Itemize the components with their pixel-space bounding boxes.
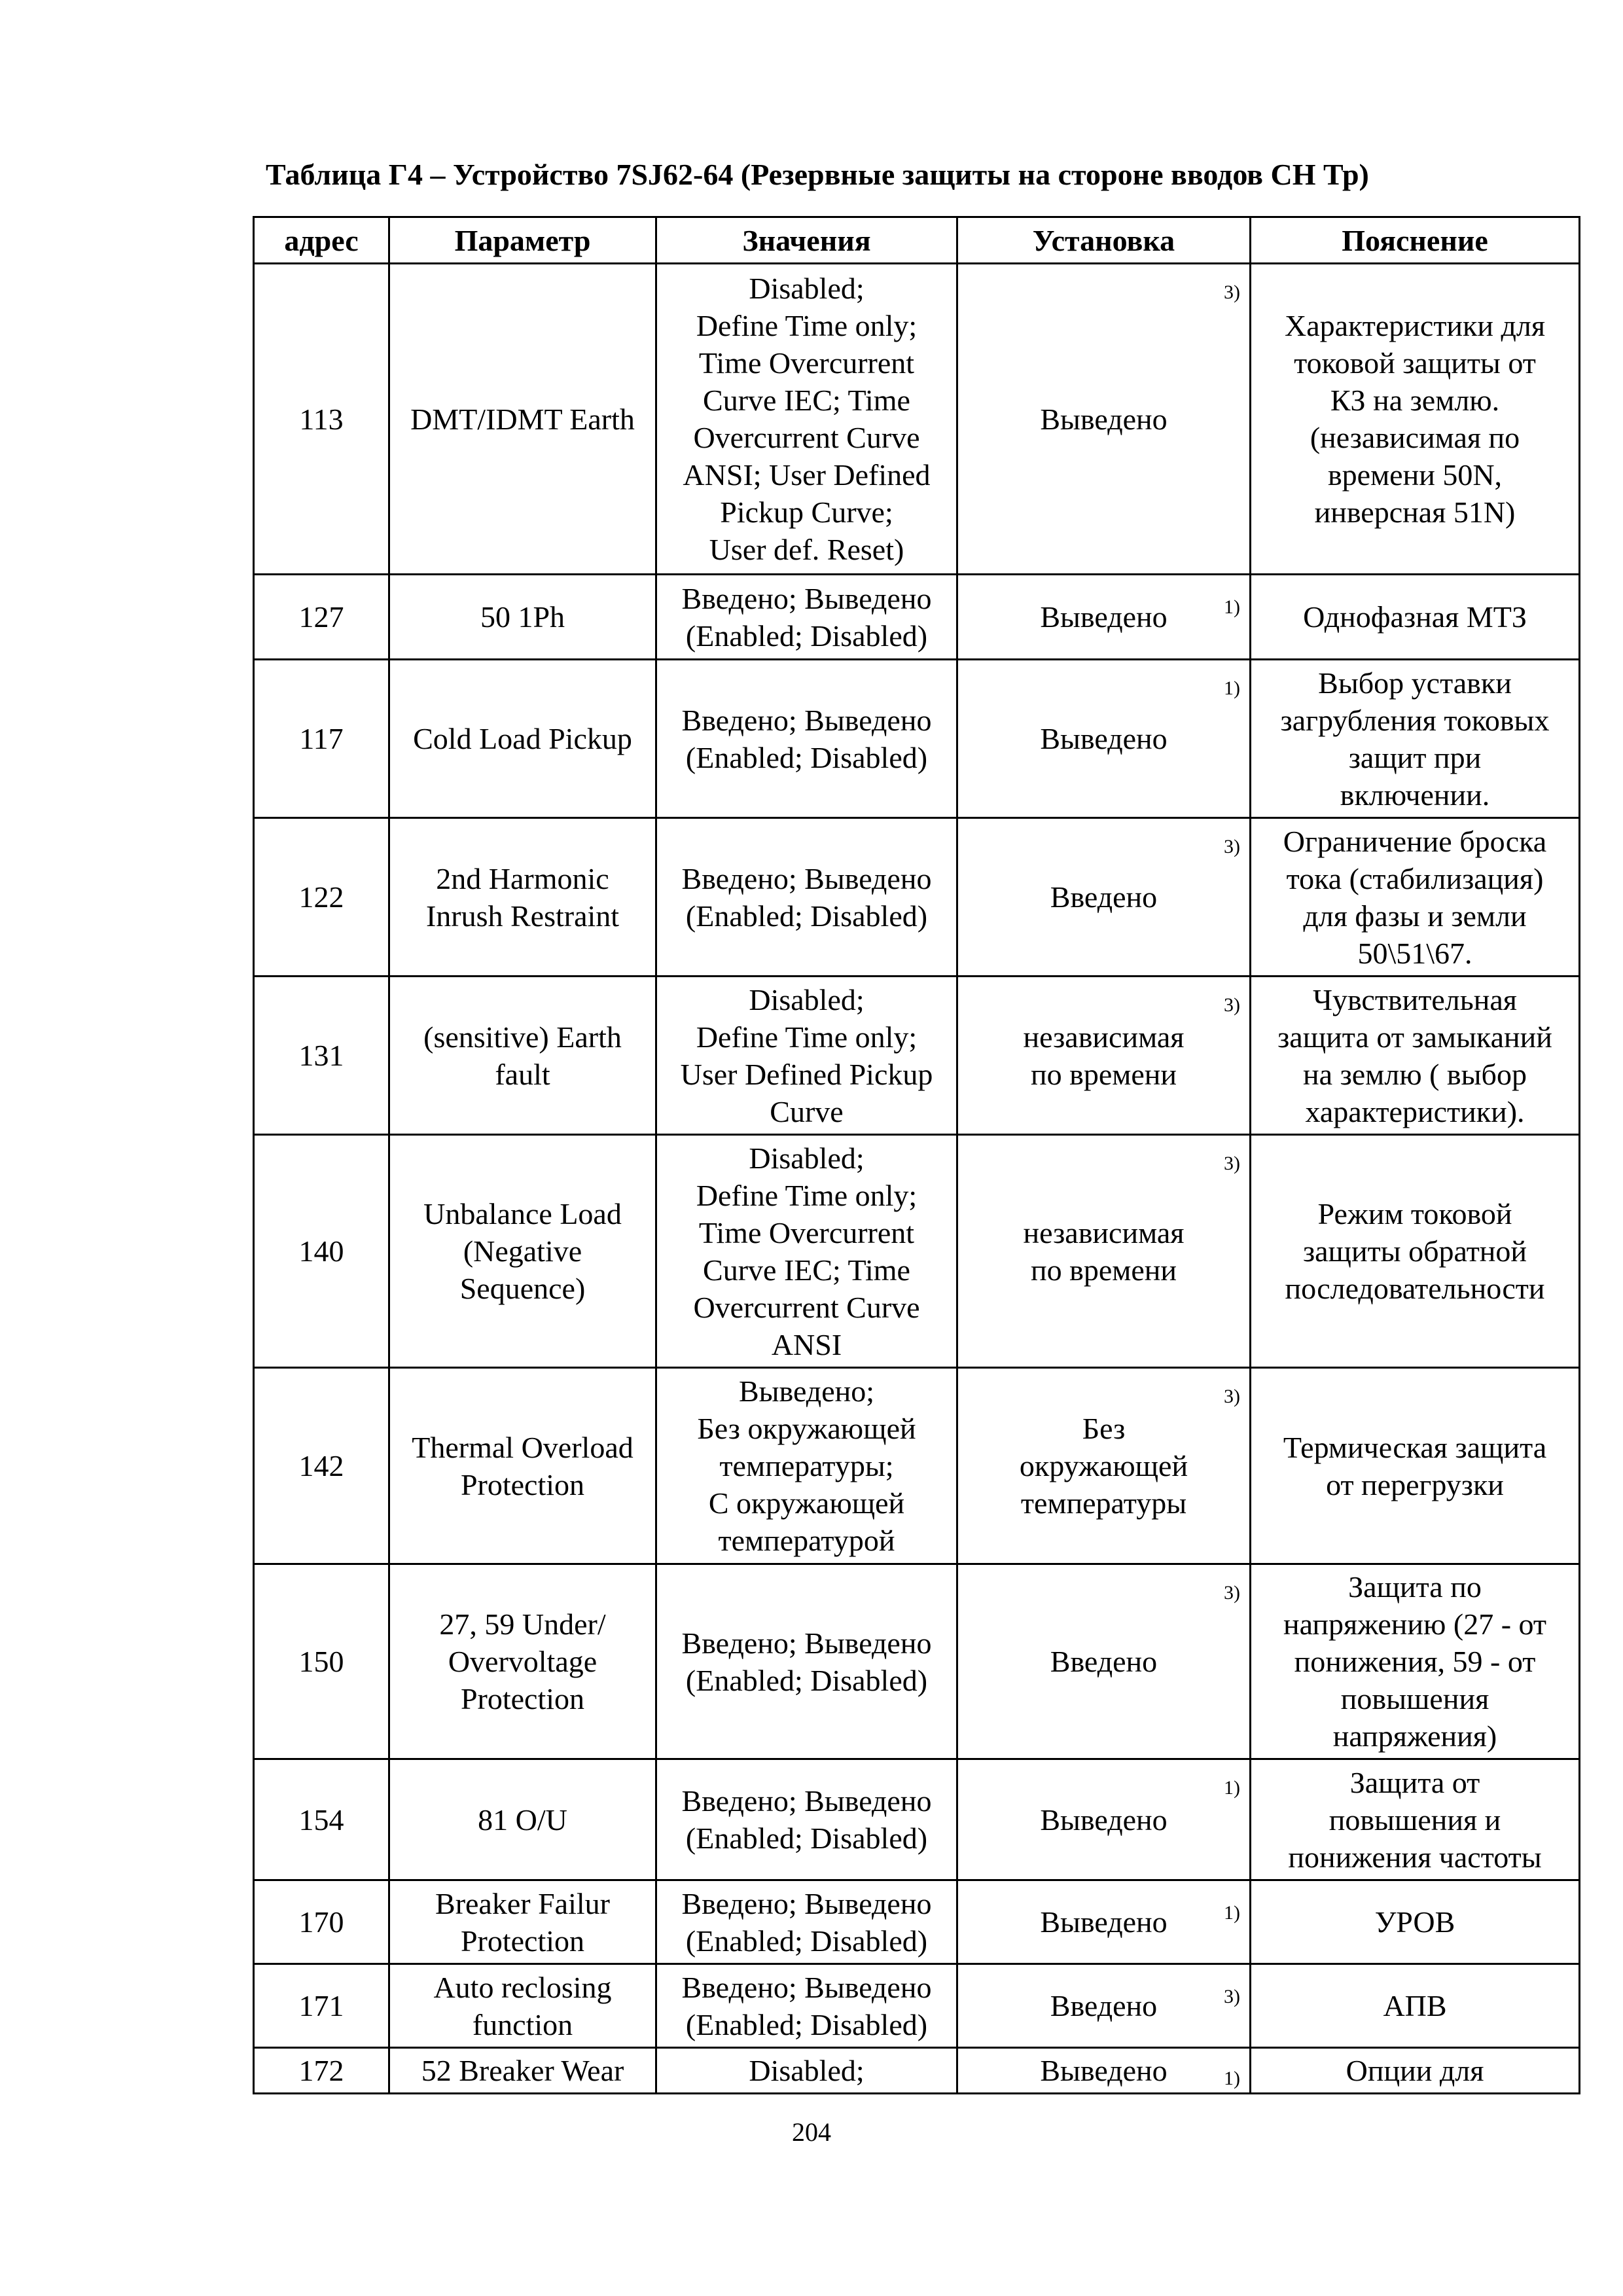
cell-values: Введено; Выведено (Enabled; Disabled) [656,1759,957,1880]
table-row [254,1964,1580,2048]
cell-parameter: DMT/IDMT Earth [389,264,656,575]
footnote-mark: 1) [1224,1777,1240,1799]
cell-address: 122 [254,818,389,977]
setting-value: Выведено [1040,1803,1168,1837]
footnote-mark: 3) [1224,281,1240,303]
footnote-mark: 3) [1224,836,1240,857]
cell-values: Введено; Выведено (Enabled; Disabled) [656,575,957,660]
cell-parameter: (sensitive) Earth fault [389,977,656,1135]
header-setting: Установка [957,217,1251,264]
cell-parameter: Auto reclosing function [389,1964,656,2048]
page-number: 204 [792,2117,831,2147]
footnote-mark: 3) [1224,994,1240,1016]
footnote-mark: 3) [1224,1386,1240,1407]
table-title: Таблица Г4 – Устройство 7SJ62-64 (Резервные защиты на стороне вводов СН Тр) [266,158,1369,191]
header-explanation: Пояснение [1251,217,1580,264]
protection-settings-table [253,216,1580,2094]
header-row [254,217,1580,264]
table-row [254,977,1580,1135]
setting-value: Введено [1050,1989,1158,2022]
footnote-mark: 1) [1224,2068,1240,2089]
footnote-mark: 3) [1224,1153,1240,1174]
table-row [254,2048,1580,2094]
cell-parameter: Thermal Overload Protection [389,1368,656,1564]
footnote-mark: 3) [1224,1582,1240,1604]
cell-setting [957,818,1251,977]
cell-setting [957,2048,1251,2094]
footnote-mark: 1) [1224,596,1240,618]
cell-setting [957,264,1251,575]
setting-value: Выведено [1040,402,1168,436]
header-parameter: Параметр [389,217,656,264]
cell-setting [957,660,1251,818]
cell-setting [957,1135,1251,1368]
cell-setting [957,1564,1251,1759]
footnote-mark: 1) [1224,1902,1240,1924]
setting-value: Выведено [1040,600,1168,634]
header-values: Значения [656,217,957,264]
cell-explanation: Защита по напряжению (27 - от понижения, 59 - от повышения напряжения) [1251,1564,1580,1759]
setting-value: Выведено [1040,722,1168,755]
setting-value: Без окружающей температуры [1019,1412,1188,1520]
cell-explanation: Термическая защита от перегрузки [1251,1368,1580,1564]
cell-parameter: 2nd Harmonic Inrush Restraint [389,818,656,977]
cell-explanation: УРОВ [1251,1880,1580,1964]
cell-address: 140 [254,1135,389,1368]
table-row [254,575,1580,660]
setting-value: Выведено [1040,1905,1168,1939]
footnote-mark: 3) [1224,1986,1240,2007]
header-address: адрес [254,217,389,264]
cell-values: Disabled; Define Time only; Time Overcurrent Curve IEC; Time Overcurrent Curve ANSI; User Defined Pickup Curve; User def. Reset) [656,264,957,575]
cell-address: 131 [254,977,389,1135]
cell-values: Введено; Выведено (Enabled; Disabled) [656,1964,957,2048]
cell-address: 150 [254,1564,389,1759]
cell-address: 171 [254,1964,389,2048]
table-row [254,1135,1580,1368]
cell-explanation: Опции для [1251,2048,1580,2094]
table-row [254,1368,1580,1564]
cell-parameter: Cold Load Pickup [389,660,656,818]
cell-setting [957,1880,1251,1964]
cell-address: 172 [254,2048,389,2094]
table-row [254,264,1580,575]
cell-values: Disabled; Define Time only; User Defined Pickup Curve [656,977,957,1135]
cell-setting [957,977,1251,1135]
setting-value: Введено [1050,1645,1158,1678]
cell-address: 142 [254,1368,389,1564]
cell-parameter: 81 O/U [389,1759,656,1880]
cell-explanation: Защита от повышения и понижения частоты [1251,1759,1580,1880]
cell-values: Введено; Выведено (Enabled; Disabled) [656,1564,957,1759]
cell-parameter: Unbalance Load (Negative Sequence) [389,1135,656,1368]
cell-explanation: АПВ [1251,1964,1580,2048]
cell-address: 117 [254,660,389,818]
setting-value: Выведено [1040,2054,1168,2087]
setting-value: независимая по времени [1023,1020,1185,1091]
table-row [254,818,1580,977]
cell-values: Disabled; [656,2048,957,2094]
setting-value: независимая по времени [1023,1215,1185,1287]
cell-explanation: Чувствительная защита от замыканий на землю ( выбор характеристики). [1251,977,1580,1135]
cell-values: Введено; Выведено (Enabled; Disabled) [656,660,957,818]
cell-values: Disabled; Define Time only; Time Overcurrent Curve IEC; Time Overcurrent Curve ANSI [656,1135,957,1368]
cell-address: 113 [254,264,389,575]
table-row [254,1880,1580,1964]
cell-address: 154 [254,1759,389,1880]
cell-setting [957,1964,1251,2048]
cell-values: Введено; Выведено (Enabled; Disabled) [656,1880,957,1964]
cell-explanation: Выбор уставки загрубления токовых защит при включении. [1251,660,1580,818]
cell-values: Выведено; Без окружающей температуры; С окружающей температурой [656,1368,957,1564]
setting-value: Введено [1050,880,1158,914]
cell-explanation: Характеристики для токовой защиты от КЗ на землю. (независимая по времени 50N, инверсная 51N) [1251,264,1580,575]
cell-setting [957,1368,1251,1564]
cell-parameter: 52 Breaker Wear [389,2048,656,2094]
cell-setting [957,1759,1251,1880]
cell-parameter: 27, 59 Under/ Overvoltage Protection [389,1564,656,1759]
cell-setting [957,575,1251,660]
cell-values: Введено; Выведено (Enabled; Disabled) [656,818,957,977]
cell-explanation: Режим токовой защиты обратной последовательности [1251,1135,1580,1368]
cell-parameter: Breaker Failur Protection [389,1880,656,1964]
cell-address: 170 [254,1880,389,1964]
cell-parameter: 50 1Ph [389,575,656,660]
cell-explanation: Однофазная МТЗ [1251,575,1580,660]
footnote-mark: 1) [1224,677,1240,699]
cell-address: 127 [254,575,389,660]
table-row [254,660,1580,818]
table-row [254,1759,1580,1880]
cell-explanation: Ограничение броска тока (стабилизация) для фазы и земли 50\51\67. [1251,818,1580,977]
table-row [254,1564,1580,1759]
